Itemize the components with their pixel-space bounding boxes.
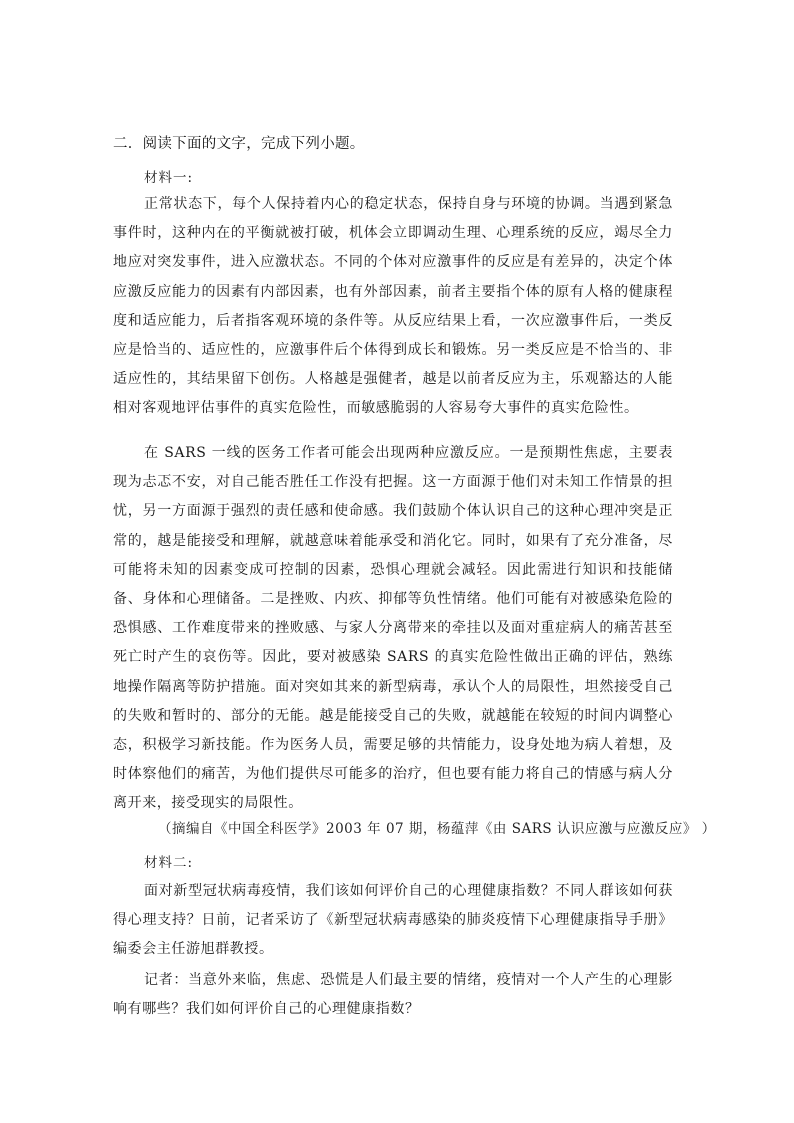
material-one-paragraph-1: 正常状态下，每个人保持着内心的稳定状态，保持自身与环境的协调。当遇到紧急事件时，这种内在的平衡就被打破，机体会立即调动生理、心理系统的反应，竭尽全力地应对突发事件，进入应激状态。不同的个体对应激事件的反应是有差异的，决定个体应激反应能力的因素有内部因素，也有外部因素，前者主要指个体的原有人格的健康程度和适应能力，后者指客观环境的条件等。从反应结果上看，一次应激事件后，一类反应是恰当的、适应性的，应激事件后个体得到成长和锻炼。另一类反应是不恰当的、非适应性的，其结果留下创伤。人格越是强健者，越是以前者反应为主，乐观豁达的人能相对客观地评估事件的真实危险性，而敏感脆弱的人容易夸大事件的真实危险性。 <box>113 196 673 417</box>
question-heading: 二．阅读下面的文字，完成下列小题。 <box>113 136 365 152</box>
material-one-source: （摘编自《中国全科医学》2003 年 07 期，杨蕴萍《由 SARS 认识应激与应激反应》 ） <box>158 821 716 837</box>
material-two-paragraph-1: 面对新型冠状病毒疫情，我们该如何评价自己的心理健康指数？不同人群该如何获得心理支持？日前，记者采访了《新型冠状病毒感染的肺炎疫情下心理健康指导手册》编委会主任游旭群教授。 <box>113 883 673 958</box>
material-one-label: 材料一: <box>144 170 194 186</box>
material-two-label: 材料二: <box>144 855 194 871</box>
material-one-paragraph-2: 在 SARS 一线的医务工作者可能会出现两种应激反应。一是预期性焦虑，主要表现为忐忑不安，对自己能否胜任工作没有把握。这一方面源于他们对未知工作情景的担忧，另一方面源于强烈的责任感和使命感。我们鼓励个体认识自己的这种心理冲突是正常的，越是能接受和理解，就越意味着能承受和消化它。同时，如果有了充分准备，尽可能将未知的因素变成可控制的因素，恐惧心理就会减轻。因此需进行知识和技能储备、身体和心理储备。二是挫败、内疚、抑郁等负性情绪。他们可能有对被感染危险的恐惧感、工作难度带来的挫败感、与家人分离带来的牵挂以及面对重症病人的痛苦甚至死亡时产生的哀伤等。因此，要对被感染 SARS 的真实危险性做出正确的评估，熟练地操作隔离等防护措施。面对突如其来的新型病毒，承认个人的局限性，坦然接受自己的失败和暂时的、部分的无能。越是能接受自己的失败，就越能在较短的时间内调整心态，积极学习新技能。作为医务人员，需要足够的共情能力，设身处地为病人着想，及时体察他们的痛苦，为他们提供尽可能多的治疗，但也要有能力将自己的情感与病人分离开来，接受现实的局限性。 <box>113 445 673 812</box>
material-two-paragraph-2: 记者：当意外来临，焦虑、恐慌是人们最主要的情绪，疫情对一个人产生的心理影响有哪些？我们如何评价自己的心理健康指数？ <box>113 972 673 1018</box>
